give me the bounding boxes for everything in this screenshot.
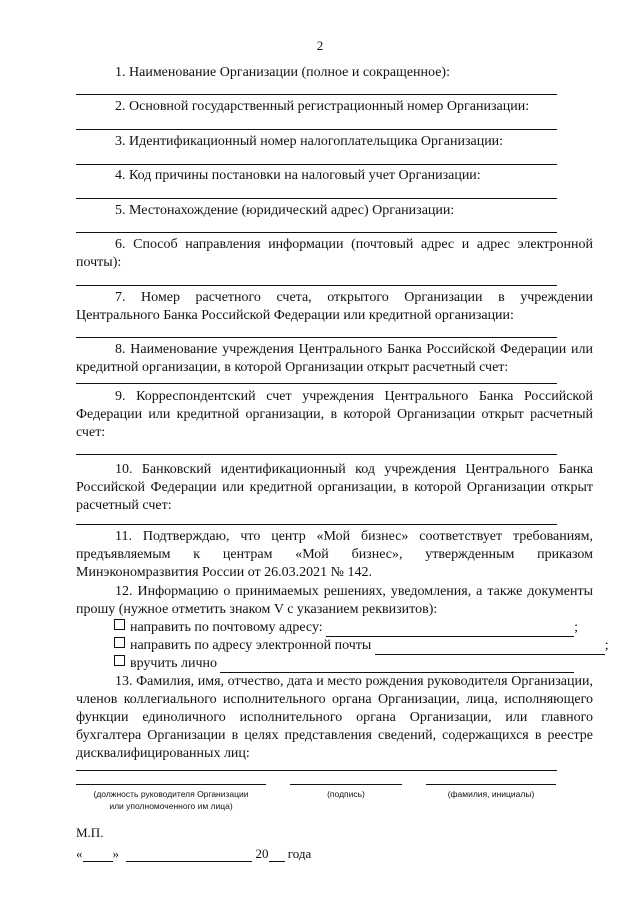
signature-line-name[interactable]	[426, 784, 556, 785]
option-post[interactable]	[114, 619, 594, 637]
item-3-inn: 3. Идентификационный номер налогоплательщика Организации:	[115, 134, 504, 149]
checkbox-post[interactable]	[114, 619, 125, 630]
fill-line-8[interactable]	[76, 383, 557, 384]
fill-line-2[interactable]	[76, 129, 557, 130]
date-year-suffix: года	[287, 846, 312, 861]
date-year-prefix: 20	[255, 846, 269, 861]
item-9-corr-account: 9. Корреспондентский счет учреждения Центрального Банка Российской Федерации или кредитной организации, в которой Организации открыт расчетный счет:	[76, 389, 593, 440]
fill-line-5[interactable]	[76, 232, 557, 233]
post-address-field[interactable]	[326, 622, 574, 637]
date-day-field[interactable]	[83, 848, 113, 862]
caption-sign: (подпись)	[327, 789, 365, 799]
item-11-confirmation: 11. Подтверждаю, что центр «Мой бизнес» соответствует требованиям, предъявляемым к центрам «Мой бизнес», утвержденным приказом Минэкономразвития России от 26.03.2021 № 142.	[76, 529, 593, 580]
item-7-account-number: 7. Номер расчетного счета, открытого Организации в учреждении Центрального Банка Российской Федерации или кредитной организации:	[76, 290, 593, 323]
fill-line-9[interactable]	[76, 454, 557, 455]
caption-position-line1: (должность руководителя Организации	[93, 789, 249, 799]
date-quote-open: «	[76, 846, 83, 861]
date-month-field[interactable]	[126, 848, 252, 862]
date-quote-close: »	[112, 846, 119, 861]
item-2-ogrn: 2. Основной государственный регистрационный номер Организации:	[115, 99, 530, 114]
end-mark: ;	[604, 638, 609, 653]
option-personal[interactable]	[114, 655, 594, 673]
date-line	[76, 846, 311, 862]
end-mark: ;	[574, 620, 579, 635]
item-12-delivery: 12. Информацию о принимаемых решениях, уведомления, а также документы прошу (нужное отметить знаком V с указанием реквизитов):	[76, 584, 593, 617]
item-4-kpp: 4. Код причины постановки на налоговый учет Организации:	[115, 168, 481, 183]
fill-line-4[interactable]	[76, 198, 557, 199]
checkbox-personal[interactable]	[114, 655, 125, 666]
personal-delivery-field[interactable]	[220, 658, 574, 673]
fill-line-7[interactable]	[76, 337, 557, 338]
option-email[interactable]	[114, 637, 609, 655]
signature-line-position[interactable]	[76, 784, 266, 785]
caption-name: (фамилия, инициалы)	[447, 789, 535, 799]
fill-line-13[interactable]	[76, 770, 557, 771]
email-address-field[interactable]	[375, 640, 605, 655]
caption-position-line2: или уполномоченного им лица)	[109, 801, 233, 811]
item-8-bank-name: 8. Наименование учреждения Центрального Банка Российской Федерации или кредитной организации, в которой Организации открыт расчетный счет:	[76, 342, 593, 375]
fill-line-1[interactable]	[76, 94, 557, 95]
seal-label: М.П.	[76, 825, 104, 840]
fill-line-10[interactable]	[76, 524, 557, 525]
fill-line-6[interactable]	[76, 285, 557, 286]
signature-line-sign[interactable]	[290, 784, 402, 785]
item-5-address: 5. Местонахождение (юридический адрес) Организации:	[115, 203, 455, 218]
caption-position	[76, 788, 266, 812]
fill-line-3[interactable]	[76, 164, 557, 165]
date-year-field[interactable]	[269, 848, 285, 862]
page-number: 2	[316, 38, 324, 53]
item-6-contact-method: 6. Способ направления информации (почтовый адрес и адрес электронной почты):	[76, 237, 593, 270]
option-email-label: направить по адресу электронной почты	[130, 638, 372, 653]
item-10-bik: 10. Банковский идентификационный код учреждения Центрального Банка Российской Федерации или кредитной организации, в которой Организации открыт расчетный счет:	[76, 462, 593, 513]
option-personal-label: вручить лично	[130, 656, 217, 671]
option-post-label: направить по почтовому адресу:	[130, 620, 323, 635]
checkbox-email[interactable]	[114, 637, 125, 648]
item-13-persons: 13. Фамилия, имя, отчество, дата и место рождения руководителя Организации, членов коллегиального исполнительного органа Организации, лица, исполняющего функции единоличного исполнительного органа Организации, или главного бухгалтера Организации в целях представления сведений, содержащихся в реестре дисквалифицированных лиц:	[76, 674, 593, 761]
item-1-org-name: 1. Наименование Организации (полное и сокращенное):	[115, 65, 450, 80]
